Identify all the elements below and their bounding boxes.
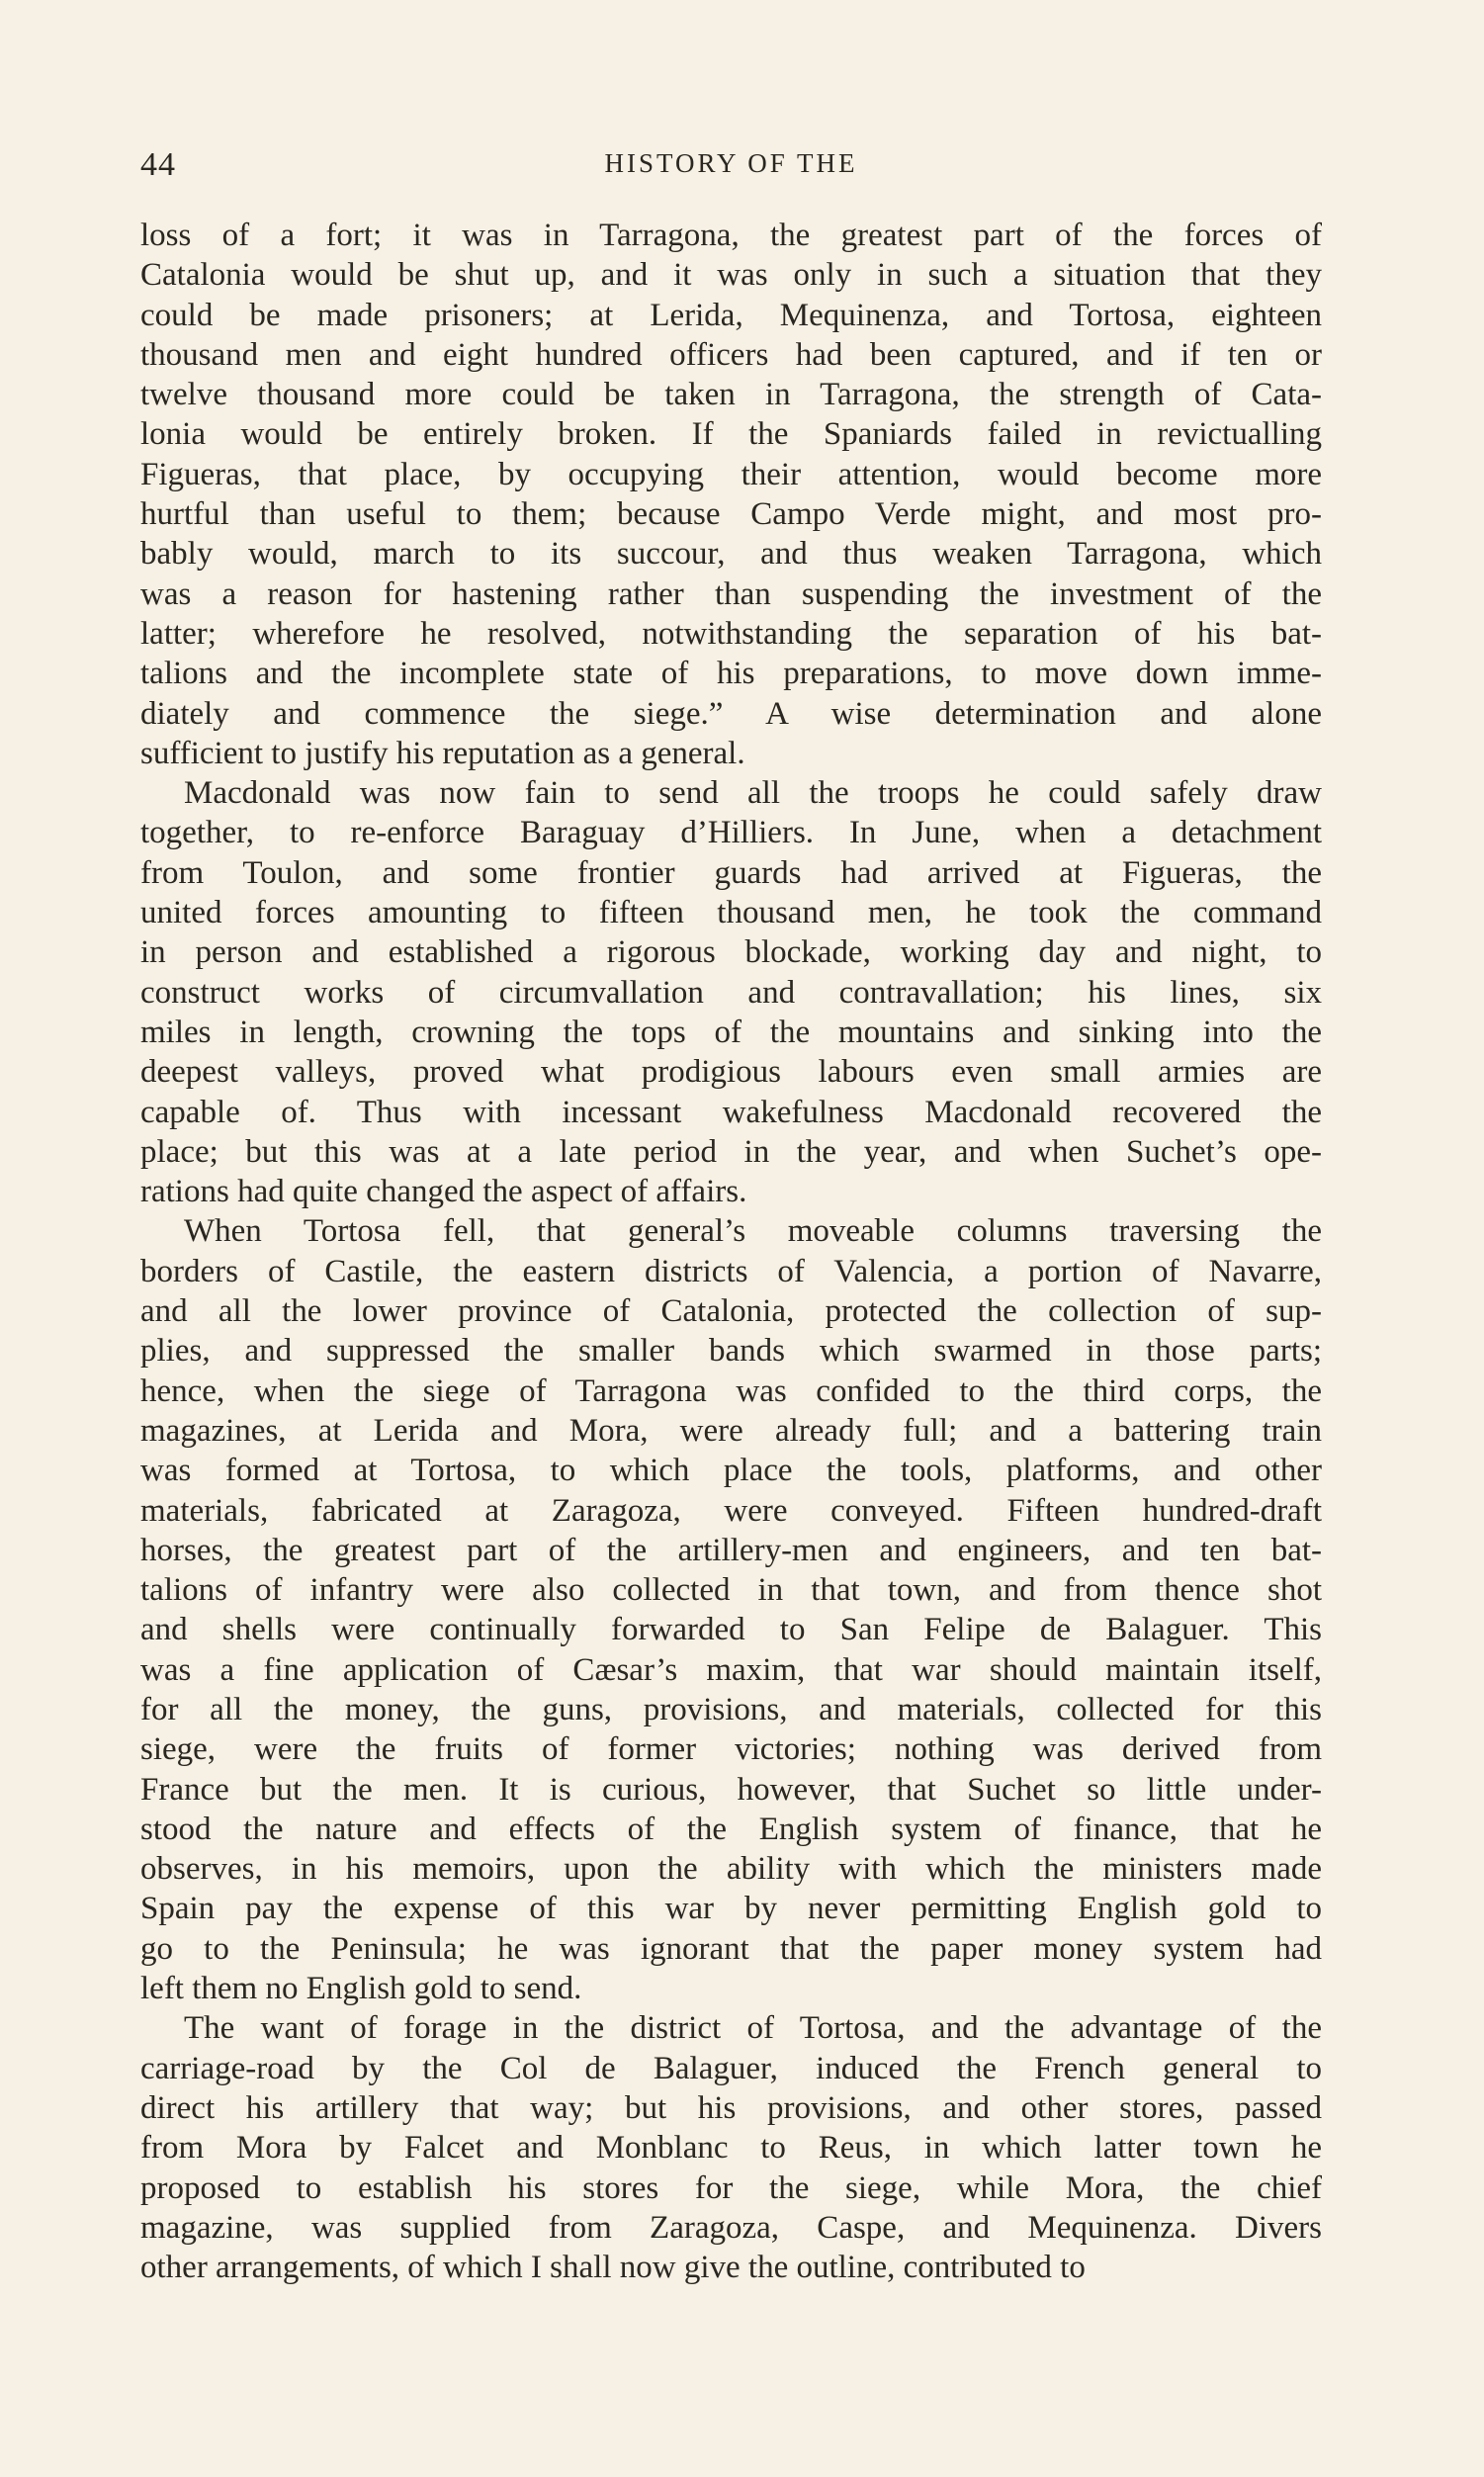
text-line: and all the lower province of Catalonia, protected the collection of sup- [140,1293,1322,1330]
text-line: thousand men and eight hundred officers had been captured, and if ten or [140,336,1322,373]
text-line: other arrangements, of which I shall now give the outline, contributed to [140,2250,1086,2286]
text-line: together, to re-enforce Baraguay d’Hilliers. In June, when a detachment [140,815,1322,851]
text-line: talions and the incomplete state of his preparations, to move down imme- [140,656,1322,692]
paragraph [140,773,1322,1211]
text-line: was a fine application of Cæsar’s maxim, that war should maintain itself, [140,1651,1322,1688]
text-line: stood the nature and effects of the English system of finance, that he [140,1811,1322,1847]
text-line: The want of forage in the district of Tortosa, and the advantage of the [184,2010,1322,2047]
text-line: Figueras, that place, by occupying their attention, would become more [140,456,1322,492]
text-line: France but the men. It is curious, however, that Suchet so little under- [140,1771,1322,1808]
text-line: was formed at Tortosa, to which place the tools, platforms, and other [140,1453,1322,1489]
text-line: sufficient to justify his reputation as a general. [140,735,745,771]
text-line: loss of a fort; it was in Tarragona, the greatest part of the forces of [140,218,1322,253]
text-line: capable of. Thus with incessant wakefulness Macdonald recovered the [140,1094,1322,1130]
paragraph [140,1211,1322,2008]
text-line: lonia would be entirely broken. If the Spaniards failed in revictualling [140,416,1322,453]
text-line: in person and established a rigorous blockade, working day and night, to [140,934,1322,971]
body-text [140,216,1322,2287]
text-line: talions of infantry were also collected in that town, and from thence shot [140,1572,1322,1609]
text-line: and shells were continually forwarded to San Felipe de Balaguer. This [140,1612,1322,1648]
text-line: could be made prisoners; at Lerida, Mequinenza, and Tortosa, eighteen [140,297,1322,333]
text-line: siege, were the fruits of former victories; nothing was derived from [140,1731,1322,1768]
text-line: place; but this was at a late period in the year, and when Suchet’s ope- [140,1133,1322,1170]
text-line: Catalonia would be shut up, and it was only in such a situation that they [140,257,1322,294]
running-title: HISTORY OF THE [604,148,858,178]
text-line: construct works of circumvallation and contravallation; his lines, six [140,974,1322,1011]
text-line: proposed to establish his stores for the siege, while Mora, the chief [140,2169,1322,2206]
text-line: latter; wherefore he resolved, notwithstanding the separation of his bat- [140,615,1322,652]
text-line: direct his artillery that way; but his provisions, and other stores, passed [140,2089,1322,2126]
text-line: When Tortosa fell, that general’s moveable columns traversing the [184,1213,1322,1250]
text-line: from Toulon, and some frontier guards had arrived at Figueras, the [140,854,1322,891]
page-number: 44 [140,146,176,183]
text-line: hence, when the siege of Tarragona was confided to the third corps, the [140,1372,1322,1409]
paragraph [140,216,1322,773]
text-line: diately and commence the siege.” A wise determination and alone [140,695,1322,732]
text-line: was a reason for hastening rather than suspending the investment of the [140,575,1322,612]
text-line: united forces amounting to fifteen thousand men, he took the command [140,895,1322,931]
text-line: for all the money, the guns, provisions, and materials, collected for this [140,1691,1322,1727]
paragraph [140,2008,1322,2287]
text-line: observes, in his memoirs, upon the ability with which the ministers made [140,1851,1322,1888]
running-head [140,146,1322,190]
text-line: Macdonald was now fain to send all the troops he could safely draw [184,775,1322,812]
text-line: borders of Castile, the eastern districts of Valencia, a portion of Navarre, [140,1253,1322,1289]
text-line: bably would, march to its succour, and thus weaken Tarragona, which [140,536,1322,573]
text-line: magazines, at Lerida and Mora, were already full; and a battering train [140,1412,1322,1449]
text-line: hurtful than useful to them; because Campo Verde might, and most pro- [140,496,1322,533]
text-line: twelve thousand more could be taken in Tarragona, the strength of Cata- [140,377,1322,413]
text-line: magazine, was supplied from Zaragoza, Caspe, and Mequinenza. Divers [140,2209,1322,2246]
text-line: deepest valleys, proved what prodigious labours even small armies are [140,1054,1322,1091]
text-line: rations had quite changed the aspect of affairs. [140,1174,747,1210]
text-line: carriage-road by the Col de Balaguer, induced the French general to [140,2050,1322,2086]
text-line: horses, the greatest part of the artillery-men and engineers, and ten bat- [140,1532,1322,1568]
text-line: from Mora by Falcet and Monblanc to Reus, in which latter town he [140,2130,1322,2167]
text-line: Spain pay the expense of this war by never permitting English gold to [140,1891,1322,1927]
text-line: plies, and suppressed the smaller bands which swarmed in those parts; [140,1333,1322,1370]
text-line: go to the Peninsula; he was ignorant that the paper money system had [140,1930,1322,1967]
text-line: materials, fabricated at Zaragoza, were conveyed. Fifteen hundred-draft [140,1492,1322,1529]
text-line: miles in length, crowning the tops of the mountains and sinking into the [140,1014,1322,1050]
text-line: left them no English gold to send. [140,1971,582,2007]
